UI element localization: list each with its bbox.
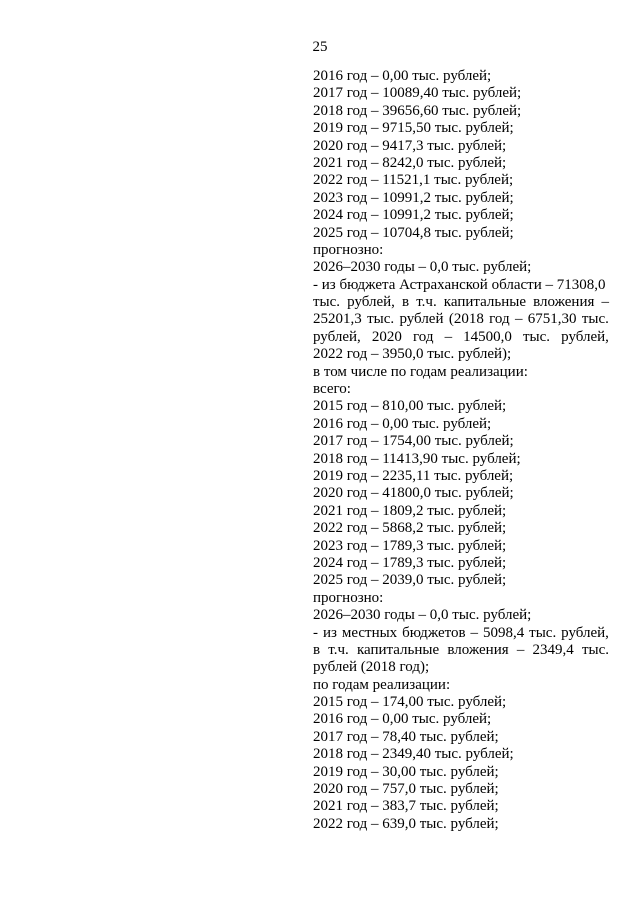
word: 6751,30 xyxy=(527,311,577,328)
text-line: 2020 год – 757,0 тыс. рублей; xyxy=(313,781,499,798)
word: бюджетов xyxy=(402,624,466,641)
word: (2018 xyxy=(448,311,484,328)
word: тыс. xyxy=(367,311,395,328)
word: рублей xyxy=(399,311,444,328)
text-line: 2021 год – 8242,0 тыс. рублей; xyxy=(313,154,507,171)
text-line: по годам реализации: xyxy=(313,676,451,693)
word: тыс. xyxy=(523,328,551,345)
text-line: 2018 год – 2349,40 тыс. рублей; xyxy=(313,746,514,763)
local-budget-line xyxy=(313,625,609,642)
word: капитальные xyxy=(356,641,440,658)
word: - xyxy=(313,624,318,641)
word: рублей, xyxy=(561,624,609,641)
text-line: 2017 год – 10089,40 тыс. рублей; xyxy=(313,85,522,102)
regional-budget-line: - из бюджета Астраханской области – 71308,0 xyxy=(313,276,606,293)
word: – xyxy=(514,311,523,328)
word: рублей, xyxy=(347,294,395,311)
word: год xyxy=(412,328,434,345)
text-line: 2022 год – 639,0 тыс. рублей; xyxy=(313,815,499,832)
word: 14500,0 xyxy=(463,328,512,345)
word: год xyxy=(489,311,510,328)
text-line: прогнозно: xyxy=(313,241,384,258)
text-line: 2025 год – 10704,8 тыс. рублей; xyxy=(313,224,514,241)
regional-budget-line xyxy=(313,329,609,346)
text-line: 2017 год – 78,40 тыс. рублей; xyxy=(313,728,499,745)
word: 2349,4 xyxy=(532,641,574,658)
text-line: 2026–2030 годы – 0,0 тыс. рублей; xyxy=(313,259,532,276)
word: рублей, xyxy=(561,328,609,345)
local-budget-line xyxy=(313,642,609,659)
word: т.ч. xyxy=(328,641,349,658)
word: местных xyxy=(341,624,398,641)
word: 5098,4 xyxy=(482,624,525,641)
text-line: 2021 год – 1809,2 тыс. рублей; xyxy=(313,502,507,519)
text-line: 2019 год – 9715,50 тыс. рублей; xyxy=(313,120,514,137)
text-line: всего: xyxy=(313,381,351,398)
word: – xyxy=(444,328,453,345)
word: рублей, xyxy=(313,328,361,345)
text-line: 2020 год – 41800,0 тыс. рублей; xyxy=(313,485,514,502)
word: вложения xyxy=(533,294,595,311)
text-line: 2016 год – 0,00 тыс. рублей; xyxy=(313,711,492,728)
text-line: 2024 год – 10991,2 тыс. рублей; xyxy=(313,207,514,224)
text-line: 2020 год – 9417,3 тыс. рублей; xyxy=(313,137,507,154)
text-line: 2021 год – 383,7 тыс. рублей; xyxy=(313,798,499,815)
word: 2020 xyxy=(371,328,402,345)
text-line: 2022 год – 5868,2 тыс. рублей; xyxy=(313,520,507,537)
word: т.ч. xyxy=(416,294,437,311)
regional-budget-line: 2022 год – 3950,0 тыс. рублей); xyxy=(313,346,512,363)
word: тыс. xyxy=(581,311,609,328)
text-line: 2018 год – 39656,60 тыс. рублей; xyxy=(313,102,522,119)
word: – xyxy=(601,294,609,311)
text-line: 2016 год – 0,00 тыс. рублей; xyxy=(313,415,492,432)
document-text xyxy=(313,68,609,833)
word: – xyxy=(470,624,479,641)
text-line: 2026–2030 годы – 0,0 тыс. рублей; xyxy=(313,607,532,624)
word: в xyxy=(313,641,321,658)
text-line: прогнозно: xyxy=(313,589,384,606)
word: капитальные xyxy=(443,294,526,311)
text-line: 2015 год – 810,00 тыс. рублей; xyxy=(313,398,507,415)
text-line: 2024 год – 1789,3 тыс. рублей; xyxy=(313,554,507,571)
text-line: 2022 год – 11521,1 тыс. рублей; xyxy=(313,172,514,189)
page-number: 25 xyxy=(312,39,328,55)
text-line: 2017 год – 1754,00 тыс. рублей; xyxy=(313,433,514,450)
text-line: 2018 год – 11413,90 тыс. рублей; xyxy=(313,450,521,467)
text-line: 2019 год – 30,00 тыс. рублей; xyxy=(313,763,499,780)
regional-budget-line xyxy=(313,294,609,311)
text-line: 2025 год – 2039,0 тыс. рублей; xyxy=(313,572,507,589)
text-line: 2016 год – 0,00 тыс. рублей; xyxy=(313,68,492,84)
word: – xyxy=(516,641,525,658)
text-line: 2023 год – 10991,2 тыс. рублей; xyxy=(313,189,514,206)
word: тыс. xyxy=(529,624,557,641)
text-line: 2023 год – 1789,3 тыс. рублей; xyxy=(313,537,507,554)
text-line: 2015 год – 174,00 тыс. рублей; xyxy=(313,694,507,711)
text-line: в том числе по годам реализации: xyxy=(313,363,528,380)
text-line: 2019 год – 2235,11 тыс. рублей; xyxy=(313,467,514,484)
word: тыс. xyxy=(581,641,609,658)
word: тыс. xyxy=(313,294,341,311)
regional-budget-line xyxy=(313,311,609,328)
word: из xyxy=(322,624,337,641)
local-budget-line: рублей (2018 год); xyxy=(313,659,430,676)
word: 25201,3 xyxy=(313,311,362,328)
word: в xyxy=(402,294,410,311)
word: вложения xyxy=(447,641,509,658)
